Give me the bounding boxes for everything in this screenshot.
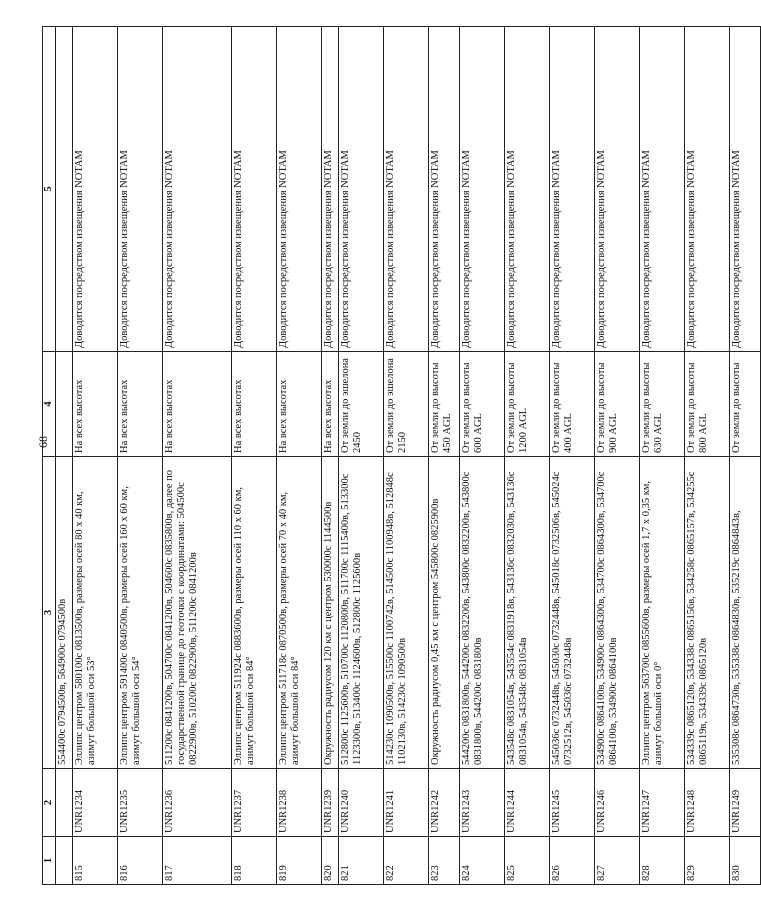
zone-height: На всех высотах bbox=[322, 352, 339, 457]
zone-notice: Доводится посредством извещения NOTAM bbox=[460, 27, 505, 352]
table-row bbox=[640, 27, 685, 885]
zone-height: От земли до высоты bbox=[730, 352, 761, 457]
table-row bbox=[505, 27, 550, 885]
zone-coordinates: Эллипс центром 591400с 0840500в, размеры осей 160 х 60 км, азимут большой оси 54° bbox=[118, 457, 163, 769]
header-col-2: 2 bbox=[43, 769, 56, 837]
zone-height: На всех высотах bbox=[73, 352, 118, 457]
row-number: 821 bbox=[339, 837, 384, 885]
zone-coordinates: 534900с 0864100в, 534900с 0864300в, 534700с 0864300в, 534700с 0864100в, 534900с 0864100в bbox=[595, 457, 640, 769]
zone-code: UNR1234 bbox=[73, 769, 118, 837]
zone-notice: Доводится посредством извещения NOTAM bbox=[339, 27, 384, 352]
zone-height: На всех высотах bbox=[163, 352, 232, 457]
zone-coordinates: 514230с 1090500в, 515500с 1100742в, 514500с 1100948в, 512848с 1102130в, 514230с 1090500в bbox=[384, 457, 429, 769]
row-number: 829 bbox=[685, 837, 730, 885]
row-number: 815 bbox=[73, 837, 118, 885]
header-row bbox=[43, 27, 56, 885]
zone-coordinates: 511200с 0841200в, 504700с 0841200в, 504600с 0835800в, далее по государственной границе до геоточки с координатами: 504500с 0822900в, 510200с 0822900в, 511200с 0841200в bbox=[163, 457, 232, 769]
zone-coordinates: 512800с 1125600в, 510700с 1120800в, 511700с 1115400в, 513300с 1123300в, 513400с 1124600в, 512800с 1125600в bbox=[339, 457, 384, 769]
page-number: 68 bbox=[36, 436, 50, 448]
table-row bbox=[232, 27, 277, 885]
row-number: 822 bbox=[384, 837, 429, 885]
zone-notice: Доводится посредством извещения NOTAM bbox=[118, 27, 163, 352]
zone-notice: Доводится посредством извещения NOTAM bbox=[384, 27, 429, 352]
table-row bbox=[595, 27, 640, 885]
zone-notice: Доводится посредством извещения NOTAM bbox=[505, 27, 550, 352]
table-row bbox=[730, 27, 761, 885]
zone-coordinates: 543548с 0831054в, 543554с 0831918в, 543136с 0832030в, 543136с 0831054в, 543548с 0831054в bbox=[505, 457, 550, 769]
table-row bbox=[429, 27, 460, 885]
zone-code: UNR1235 bbox=[118, 769, 163, 837]
zone-height: От земли до высоты 1200 AGL bbox=[505, 352, 550, 457]
zone-code: UNR1244 bbox=[505, 769, 550, 837]
zone-code: UNR1246 bbox=[595, 769, 640, 837]
table-row bbox=[460, 27, 505, 885]
zone-coordinates: 534339с 0865120в, 534338с 0865156в, 534258с 0865157в, 534255с 0865119в, 534339с 0865120в bbox=[685, 457, 730, 769]
table-row bbox=[56, 27, 73, 885]
table-row bbox=[163, 27, 232, 885]
table-row bbox=[384, 27, 429, 885]
zone-code: UNR1247 bbox=[640, 769, 685, 837]
header-col-4: 4 bbox=[43, 352, 56, 457]
row-number: 830 bbox=[730, 837, 761, 885]
table-row bbox=[550, 27, 595, 885]
table-row bbox=[73, 27, 118, 885]
table-row bbox=[339, 27, 384, 885]
zone-coordinates: Окружность радиусом 0,45 км с центром 545800с 0825900в bbox=[429, 457, 460, 769]
table-row bbox=[322, 27, 339, 885]
zone-notice: Доводится посредством извещения NOTAM bbox=[685, 27, 730, 352]
zone-height bbox=[56, 352, 73, 457]
zone-coordinates: 535308с 0864730в, 535338с 0864830в, 535219с 0864843в, bbox=[730, 457, 761, 769]
row-number: 819 bbox=[277, 837, 322, 885]
zone-code: UNR1236 bbox=[163, 769, 232, 837]
zone-code: UNR1240 bbox=[339, 769, 384, 837]
zone-height: На всех высотах bbox=[277, 352, 322, 457]
zone-notice: Доводится посредством извещения NOTAM bbox=[73, 27, 118, 352]
zone-coordinates: Окружность радиусом 120 км с центром 530000с 1144500в bbox=[322, 457, 339, 769]
restricted-areas-table bbox=[42, 26, 761, 885]
zone-notice: Доводится посредством извещения NOTAM bbox=[322, 27, 339, 352]
zone-notice: Доводится посредством извещения NOTAM bbox=[163, 27, 232, 352]
zone-coordinates: Эллипс центром 511718с 0870500в, размеры осей 70 х 40 км, азимут большой оси 84° bbox=[277, 457, 322, 769]
zone-height: От земли до эшелона 2150 bbox=[384, 352, 429, 457]
zone-notice: Доводится посредством извещения NOTAM bbox=[595, 27, 640, 352]
zone-notice bbox=[56, 27, 73, 352]
header-col-3: 3 bbox=[43, 457, 56, 769]
zone-notice: Доводится посредством извещения NOTAM bbox=[550, 27, 595, 352]
zone-height: От земли до высоты 600 AGL bbox=[460, 352, 505, 457]
row-number: 817 bbox=[163, 837, 232, 885]
header-col-1: 1 bbox=[43, 837, 56, 885]
row-number bbox=[56, 837, 73, 885]
zone-height: От земли до высоты 900 AGL bbox=[595, 352, 640, 457]
row-number: 820 bbox=[322, 837, 339, 885]
zone-height: От земли до высоты 450 AGL bbox=[429, 352, 460, 457]
table-row bbox=[685, 27, 730, 885]
row-number: 818 bbox=[232, 837, 277, 885]
zone-notice: Доводится посредством извещения NOTAM bbox=[730, 27, 761, 352]
row-number: 816 bbox=[118, 837, 163, 885]
row-number: 828 bbox=[640, 837, 685, 885]
table-row bbox=[118, 27, 163, 885]
zone-height: От земли до высоты 800 AGL bbox=[685, 352, 730, 457]
zone-height: От земли до эшелона 2450 bbox=[339, 352, 384, 457]
zone-coordinates: 544200с 0831800в, 544200с 0832200в, 543800с 0832200в, 543800с 0831800в, 544200с 0831800в bbox=[460, 457, 505, 769]
zone-notice: Доводится посредством извещения NOTAM bbox=[640, 27, 685, 352]
zone-code bbox=[56, 769, 73, 837]
zone-code: UNR1245 bbox=[550, 769, 595, 837]
zone-coordinates: Эллипс центром 511924с 0883600в, размеры осей 110 х 60 км, азимут большой оси 84° bbox=[232, 457, 277, 769]
zone-code: UNR1249 bbox=[730, 769, 761, 837]
zone-coordinates: 554400с 0794500в, 564900с 0794500в bbox=[56, 457, 73, 769]
row-number: 824 bbox=[460, 837, 505, 885]
zone-coordinates: Эллипс центром 563700с 0855600в, размеры осей 1,7 х 0,35 км, азимут большой оси 0° bbox=[640, 457, 685, 769]
zone-height: На всех высотах bbox=[118, 352, 163, 457]
zone-code: UNR1239 bbox=[322, 769, 339, 837]
zone-coordinates: 545036с 0732448в, 545030с 0732448в, 545018с 0732506в, 545024с 0732512в, 545036с 0732448в bbox=[550, 457, 595, 769]
row-number: 827 bbox=[595, 837, 640, 885]
zone-notice: Доводится посредством извещения NOTAM bbox=[277, 27, 322, 352]
zone-code: UNR1241 bbox=[384, 769, 429, 837]
zone-code: UNR1237 bbox=[232, 769, 277, 837]
zone-code: UNR1242 bbox=[429, 769, 460, 837]
rotated-table-wrapper bbox=[42, 27, 743, 885]
zone-code: UNR1243 bbox=[460, 769, 505, 837]
row-number: 826 bbox=[550, 837, 595, 885]
row-number: 823 bbox=[429, 837, 460, 885]
zone-notice: Доводится посредством извещения NOTAM bbox=[429, 27, 460, 352]
zone-code: UNR1238 bbox=[277, 769, 322, 837]
zone-code: UNR1248 bbox=[685, 769, 730, 837]
zone-height: От земли до высоты 630 AGL bbox=[640, 352, 685, 457]
table-row bbox=[277, 27, 322, 885]
zone-coordinates: Эллипс центром 580100с 0813500в, размеры осей 80 х 40 км, азимут большой оси 53° bbox=[73, 457, 118, 769]
zone-notice: Доводится посредством извещения NOTAM bbox=[232, 27, 277, 352]
zone-height: От земли до высоты 400 AGL bbox=[550, 352, 595, 457]
zone-height: На всех высотах bbox=[232, 352, 277, 457]
row-number: 825 bbox=[505, 837, 550, 885]
header-col-5: 5 bbox=[43, 27, 56, 352]
